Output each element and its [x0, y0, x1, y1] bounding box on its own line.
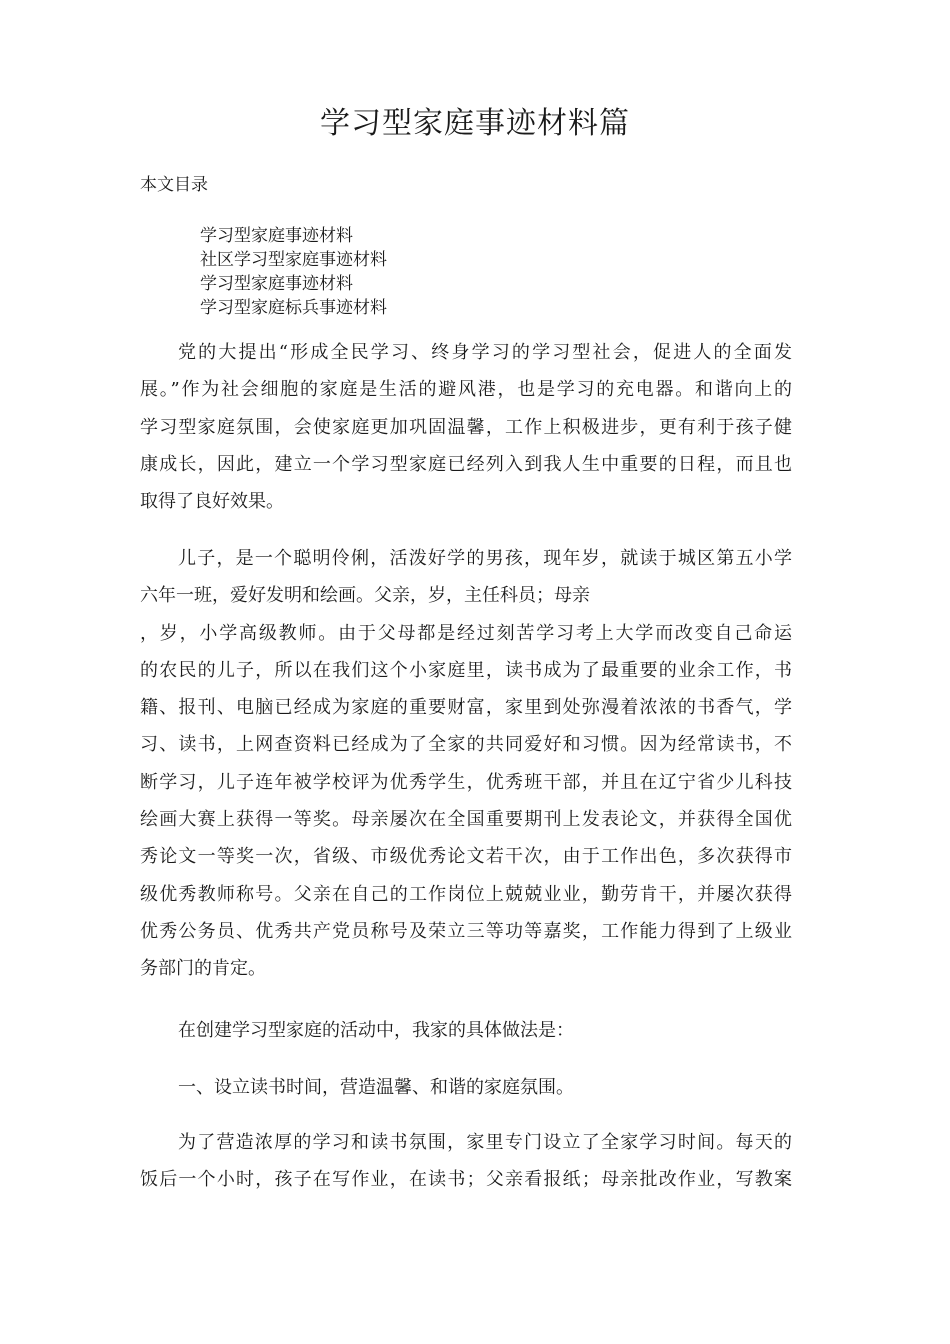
toc-item[interactable]: 学习型家庭标兵事迹材料	[200, 298, 387, 318]
paragraph-line: 党的大提出“形成全民学习、终身学习的学习型社会，促进人的全面发	[178, 342, 792, 363]
paragraph-line: 优秀公务员、优秀共产党员称号及荣立三等功等嘉奖，工作能力得到了上级业	[140, 920, 792, 942]
paragraph-line: 的农民的儿子，所以在我们这个小家庭里，读书成为了最重要的业余工作，书	[140, 659, 792, 681]
toc-item[interactable]: 学习型家庭事迹材料	[200, 274, 353, 294]
paragraph-line: 儿子，是一个聪明伶俐，活泼好学的男孩，现年岁，就读于城区第五小学	[178, 548, 792, 569]
toc-list	[200, 224, 387, 320]
paragraph-line: 学习型家庭氛围，会使家庭更加巩固温馨，工作上积极进步，更有利于孩子健	[140, 416, 792, 438]
toc-item[interactable]: 社区学习型家庭事迹材料	[200, 250, 387, 270]
paragraph-line: 断学习，儿子连年被学校评为优秀学生，优秀班干部，并且在辽宁省少儿科技	[140, 771, 792, 793]
paragraph-intro	[140, 334, 792, 520]
paragraph-line: 为了营造浓厚的学习和读书氛围，家里专门设立了全家学习时间。每天的	[178, 1132, 792, 1153]
paragraph-line: 务部门的肯定。	[140, 958, 266, 980]
paragraph-family	[140, 540, 792, 988]
document-title: 学习型家庭事迹材料篇	[320, 106, 630, 141]
paragraph-line: 习、读书，上网查资料已经成为了全家的共同爱好和习惯。因为经常读书，不	[140, 734, 792, 756]
paragraph-line: 在创建学习型家庭的活动中，我家的具体做法是：	[178, 1020, 574, 1041]
paragraph-line: 秀论文一等奖一次，省级、市级优秀论文若干次，由于工作出色，多次获得市	[140, 846, 792, 868]
paragraph-practice-intro	[140, 1012, 792, 1049]
paragraph-line: ，岁，小学高级教师。由于父母都是经过刻苦学习考上大学而改变自己命运	[140, 622, 792, 644]
toc-item[interactable]: 学习型家庭事迹材料	[200, 226, 353, 246]
toc-heading: 本文目录	[140, 175, 208, 195]
paragraph-line: 取得了良好效果。	[140, 491, 284, 513]
paragraph-line: 一、设立读书时间，营造温馨、和谐的家庭氛围。	[178, 1077, 574, 1098]
paragraph-line: 康成长，因此，建立一个学习型家庭已经列入到我人生中重要的日程，而且也	[140, 453, 792, 475]
paragraph-line: 籍、报刊、电脑已经成为家庭的重要财富，家里到处弥漫着浓浓的书香气，学	[140, 697, 792, 719]
paragraph-reading-time	[140, 1124, 792, 1199]
paragraph-line: 绘画大赛上获得一等奖。母亲屡次在全国重要期刊上发表论文，并获得全国优	[140, 809, 792, 831]
paragraph-line: 级优秀教师称号。父亲在自己的工作岗位上兢兢业业，勤劳肯干，并屡次获得	[140, 883, 792, 905]
section-heading	[140, 1069, 792, 1106]
paragraph-line: 展。”作为社会细胞的家庭是生活的避风港，也是学习的充电器。和谐向上的	[140, 379, 792, 401]
paragraph-line: 六年一班，爱好发明和绘画。父亲，岁，主任科员；母亲	[140, 585, 590, 607]
paragraph-line: 饭后一个小时，孩子在写作业，在读书；父亲看报纸；母亲批改作业，写教案	[140, 1169, 792, 1191]
